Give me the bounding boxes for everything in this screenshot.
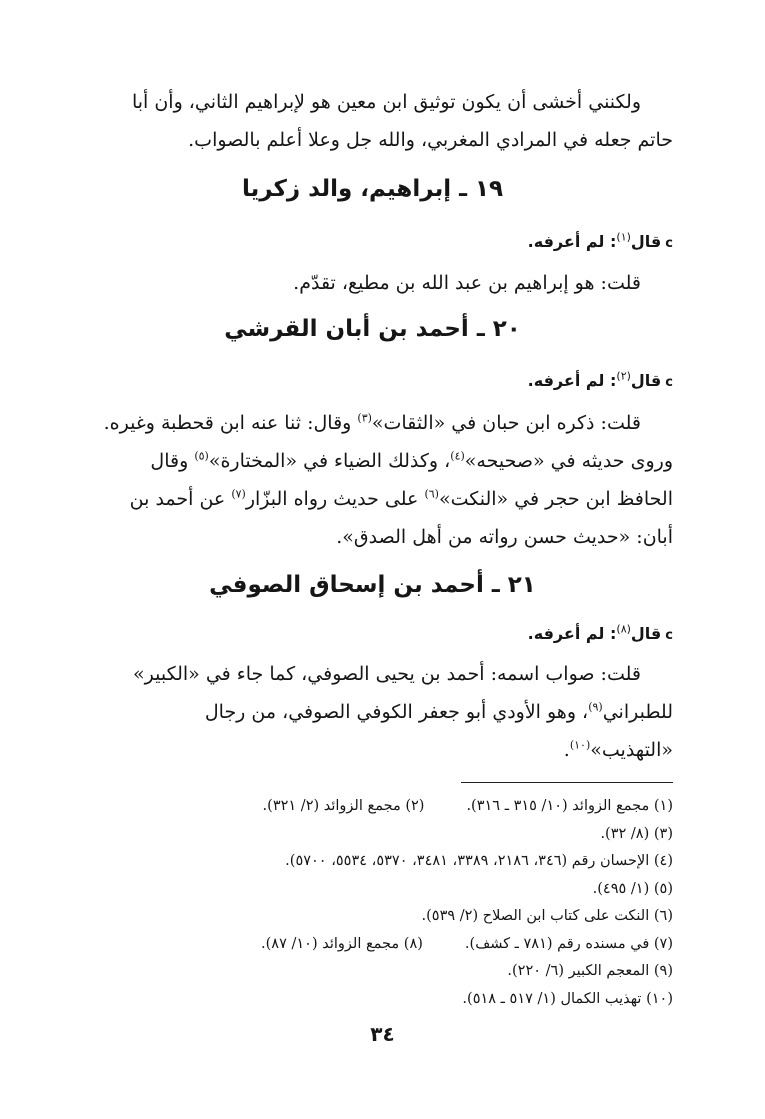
footnotes [72, 793, 673, 1013]
entry-21-paragraph [72, 655, 673, 769]
entry-21-line-2 [72, 693, 673, 731]
text-run: . [563, 739, 570, 761]
intro-line-1: ولكنني أخشى أن يكون توثيق ابن معين هو لإبراهيم الثاني، وأن أبا [131, 91, 641, 113]
footnote-line [72, 931, 673, 959]
intro-line-2: حاتم جعله في المرادي المغربي، والله جل وعلا أعلم بالصواب. [188, 129, 673, 151]
footnote-ref-10: (١٠) [569, 738, 591, 752]
text-run: ، وكذلك الضياء في «المختارة» [208, 450, 451, 472]
entry-21-line-3 [72, 731, 673, 769]
text-run: «التهذيب» [590, 739, 673, 761]
bullet-icon: c [665, 628, 673, 643]
text-run: للطبراني [602, 701, 673, 723]
entry-20-heading: ٢٠ ـ أحمد بن أبان القرشي [224, 316, 521, 342]
entry-20-line-4: أبان: «حديث حسن رواته من أهل الصدق». [336, 526, 673, 548]
qal-word: قال [630, 624, 662, 643]
bullet-icon: c [665, 375, 673, 390]
text-run: وروى حديثه في «صحيحه» [464, 450, 673, 472]
text-run: وقال: ثنا عنه ابن قحطبة وغيره. [103, 412, 358, 434]
text-run: الحافظ ابن حجر في «النكت» [438, 488, 673, 510]
footnote-5: (٥) (١/ ٤٩٥). [592, 880, 673, 897]
entry-20-qal [528, 371, 673, 390]
footnote-1: (١) مجمع الزوائد (١٠/ ٣١٥ ـ ٣١٦). [466, 798, 673, 814]
text-run: قلت: ذكره ابن حبان في «الثقات» [371, 412, 641, 434]
qal-text: : لم أعرفه. [527, 232, 617, 251]
footnote-ref-5: (٥) [194, 449, 209, 463]
text-run: على حديث رواه البزّار [245, 488, 425, 510]
footnote-7: (٧) في مسنده رقم (٧٨١ ـ كشف). [464, 935, 673, 952]
text-run: ، وهو الأودي أبو جعفر الكوفي الصوفي، من رجال [204, 701, 589, 723]
intro-paragraph [72, 83, 673, 159]
footnote-4: (٤) الإحسان رقم (٣٤٦، ٢١٨٦، ٣٣٨٩، ٣٤٨١، ٥٣٧٠، ٥٥٣٤، ٥٧٠٠). [285, 853, 673, 869]
entry-19-heading: ١٩ ـ إبراهيم، والد زكريا [241, 176, 504, 202]
footnote-ref-7: (٧) [231, 487, 246, 501]
entry-21-line-1: قلت: صواب اسمه: أحمد بن يحيى الصوفي، كما جاء في «الكبير» [133, 663, 641, 685]
footnote-ref-9: (٩) [588, 700, 603, 714]
footnote-10: (١٠) تهذيب الكمال (١/ ٥١٧ ـ ٥١٨). [462, 990, 673, 1007]
entry-19-qal [528, 232, 673, 251]
footnote-9: (٩) المعجم الكبير (٦/ ٢٢٠). [507, 963, 673, 979]
entry-20-paragraph [72, 404, 673, 556]
entry-20-line-2 [72, 442, 673, 480]
footnote-8: (٨) مجمع الزوائد (١٠/ ٨٧). [261, 935, 423, 952]
qal-word: قال [630, 371, 662, 390]
text-run: وقال [150, 450, 195, 472]
footnote-ref-1: (١) [616, 230, 631, 244]
qal-text: : لم أعرفه. [527, 371, 617, 390]
entry-19-line-1: قلت: هو إبراهيم بن عبد الله بن مطيع، تقدّم. [293, 272, 641, 294]
bullet-icon: c [665, 236, 673, 251]
footnote-ref-3: (٣) [357, 411, 372, 425]
entry-19-paragraph [72, 264, 673, 302]
entry-20-line-1 [72, 404, 673, 442]
footnote-ref-4: (٤) [450, 449, 465, 463]
footnote-ref-6: (٦) [424, 487, 439, 501]
footnote-6: (٦) النكت على كتاب ابن الصلاح (٢/ ٥٣٩). [421, 908, 673, 924]
footnote-2: (٢) مجمع الزوائد (٢/ ٣٢١). [262, 798, 425, 814]
footnote-3: (٣) (٨/ ٣٢). [600, 825, 673, 842]
page-number: ٣٤ [370, 1022, 395, 1046]
entry-21-qal [528, 624, 673, 643]
text-run: عن أحمد بن [129, 488, 232, 510]
footnote-separator [461, 782, 673, 783]
qal-word: قال [630, 232, 662, 251]
entry-21-heading: ٢١ ـ أحمد بن إسحاق الصوفي [209, 572, 536, 598]
footnote-line [72, 793, 673, 821]
entry-20-line-3 [72, 480, 673, 518]
footnote-ref-2: (٢) [616, 369, 631, 383]
footnote-ref-8: (٨) [616, 622, 631, 636]
qal-text: : لم أعرفه. [527, 624, 617, 643]
